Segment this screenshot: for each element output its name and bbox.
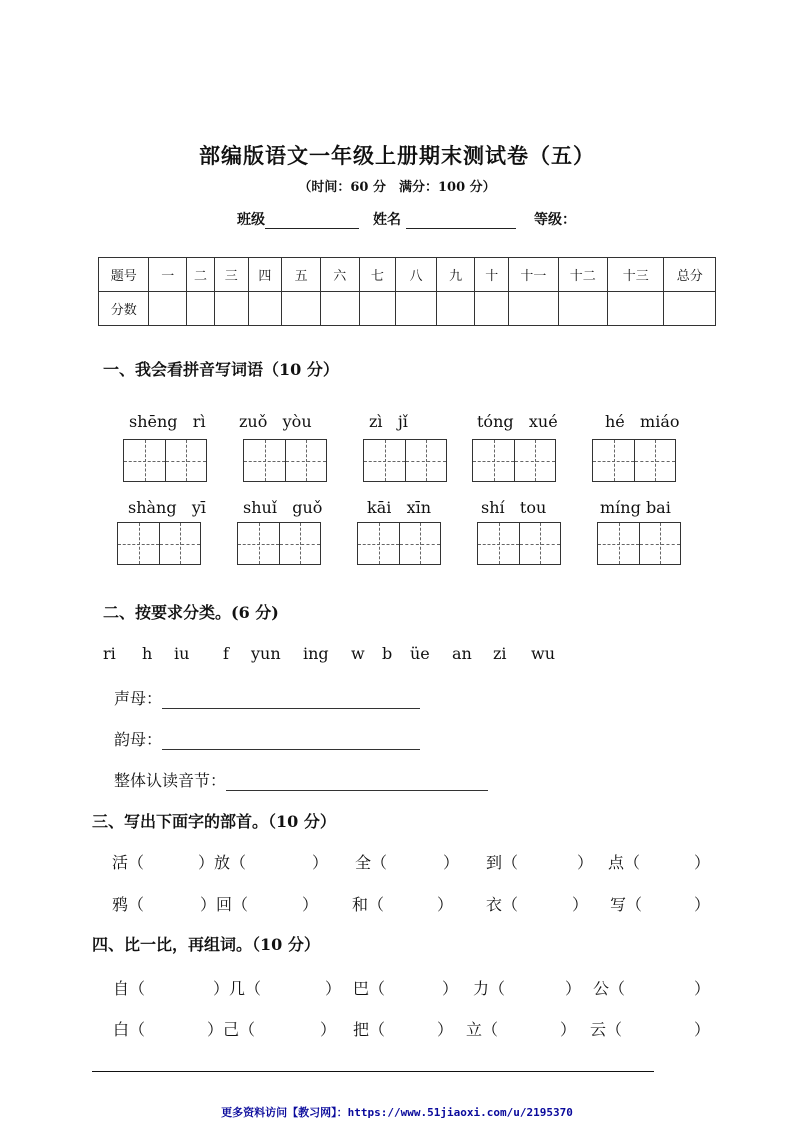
compare-item: ） [442, 979, 459, 998]
writing-grid[interactable] [472, 439, 556, 482]
syllable: w [351, 644, 365, 663]
score-input-cell[interactable] [608, 292, 664, 326]
pinyin-label: shēng rì [129, 412, 206, 431]
table-cell: 五 [282, 258, 321, 292]
pinyin-label: míng bai [600, 498, 671, 517]
compare-item: 白（ [113, 1020, 146, 1039]
compare-item: ）己（ [207, 1020, 256, 1039]
syllable: zi [493, 644, 507, 663]
table-cell: 总分 [664, 258, 716, 292]
compare-item: 云（ [590, 1020, 623, 1039]
pinyin-label: zì jǐ [369, 412, 408, 431]
writing-grid[interactable] [237, 522, 321, 565]
syllable: iu [174, 644, 190, 663]
syllable: wu [531, 644, 555, 663]
compare-item: ） [437, 1020, 454, 1039]
table-cell: 十一 [509, 258, 558, 292]
score-input-cell[interactable] [320, 292, 359, 326]
radical-item: ） [572, 895, 589, 914]
footer-divider [92, 1071, 654, 1072]
footer-link[interactable]: 更多资料访问【教习网】：https://www.51jiaoxi.com/u/2195370 [221, 1106, 573, 1119]
compare-item: ） [560, 1020, 577, 1039]
radical-item: 鸦（ [112, 895, 145, 914]
table-cell: 十三 [608, 258, 664, 292]
radical-item: 活（ [112, 853, 145, 872]
name-label: 姓名 [373, 212, 401, 228]
score-input-cell[interactable] [396, 292, 437, 326]
table-cell: 十 [475, 258, 509, 292]
table-cell: 一 [149, 258, 187, 292]
table-cell: 三 [214, 258, 248, 292]
score-header-row [99, 258, 716, 292]
compare-item: 立（ [466, 1020, 499, 1039]
shengmu-row [114, 686, 420, 709]
page-title: 部编版语文一年级上册期末测试卷（五） [199, 143, 595, 168]
pinyin-label: shuǐ guǒ [243, 498, 323, 517]
compare-item: 巴（ [353, 979, 386, 998]
writing-grid[interactable] [363, 439, 447, 482]
writing-grid[interactable] [477, 522, 561, 565]
pinyin-label: shí tou [481, 498, 547, 517]
yunmu-label: 韵母： [114, 730, 163, 749]
score-input-cell[interactable] [359, 292, 396, 326]
pinyin-label: kāi xīn [367, 498, 432, 517]
syllable: yun [251, 644, 281, 663]
radical-item: ） [694, 895, 711, 914]
radical-item: 写（ [610, 895, 643, 914]
compare-item: 力（ [473, 979, 506, 998]
syllable: b [382, 644, 393, 663]
syllable: ri [103, 644, 116, 663]
zhengti-label: 整体认读音节： [114, 771, 227, 790]
syllable: ing [303, 644, 329, 663]
score-input-cell[interactable] [475, 292, 509, 326]
compare-item: ）几（ [213, 979, 262, 998]
syllable: üe [410, 644, 430, 663]
score-table [98, 257, 716, 326]
radical-item: ） [577, 853, 594, 872]
radical-item: 衣（ [486, 895, 519, 914]
compare-item: 自（ [113, 979, 146, 998]
zhengti-row [114, 768, 488, 791]
yunmu-blank[interactable] [162, 733, 420, 750]
syllable: an [452, 644, 472, 663]
score-input-cell[interactable] [509, 292, 558, 326]
radical-item: ） [312, 853, 329, 872]
radical-item: 和（ [352, 895, 385, 914]
section4-title: 四、比一比，再组词。（10 分） [92, 935, 320, 954]
radical-item: 到（ [486, 853, 519, 872]
writing-grid[interactable] [123, 439, 207, 482]
grade-label: 等级： [534, 212, 576, 228]
syllable: h [142, 644, 153, 663]
score-input-cell[interactable] [248, 292, 282, 326]
class-label: 班级 [237, 212, 265, 228]
syllable: f [223, 644, 229, 663]
compare-item: 把（ [353, 1020, 386, 1039]
yunmu-row [114, 727, 420, 750]
name-field [373, 209, 516, 229]
writing-grid[interactable] [117, 522, 201, 565]
score-input-cell[interactable] [282, 292, 321, 326]
radical-item: ） [443, 853, 460, 872]
score-value-row [99, 292, 716, 326]
score-input-cell[interactable] [436, 292, 475, 326]
table-cell: 七 [359, 258, 396, 292]
compare-item: ） [320, 1020, 337, 1039]
page-subtitle: （时间：60 分 满分：100 分） [298, 180, 496, 195]
table-cell: 八 [396, 258, 437, 292]
compare-item: 公（ [593, 979, 626, 998]
section3-title: 三、写出下面字的部首。（10 分） [92, 812, 336, 831]
section1-title: 一、我会看拼音写词语（10 分） [103, 360, 339, 379]
section2-title: 二、按要求分类。(6 分) [103, 603, 279, 622]
pinyin-label: hé miáo [605, 412, 680, 431]
score-input-cell[interactable] [664, 292, 716, 326]
compare-item: ） [325, 979, 342, 998]
pinyin-label: zuǒ yòu [239, 412, 312, 431]
class-blank[interactable] [265, 214, 359, 229]
pinyin-label: shàng yī [128, 498, 207, 517]
radical-item: ） [437, 895, 454, 914]
shengmu-blank[interactable] [162, 692, 420, 709]
name-blank[interactable] [406, 214, 516, 229]
table-cell: 六 [320, 258, 359, 292]
zhengti-blank[interactable] [226, 774, 488, 791]
score-input-cell[interactable] [187, 292, 215, 326]
radical-item: ） [302, 895, 319, 914]
score-input-cell[interactable] [558, 292, 607, 326]
radical-item: ）放（ [198, 853, 247, 872]
score-input-cell[interactable] [214, 292, 248, 326]
writing-grid[interactable] [243, 439, 327, 482]
table-cell: 九 [436, 258, 475, 292]
score-input-cell[interactable] [149, 292, 187, 326]
shengmu-label: 声母： [114, 689, 163, 708]
radical-item: ）回（ [200, 895, 249, 914]
radical-item: ） [694, 853, 711, 872]
compare-item: ） [694, 1020, 711, 1039]
table-cell: 十二 [558, 258, 607, 292]
class-field [237, 209, 359, 229]
table-cell: 分数 [99, 292, 149, 326]
table-cell: 题号 [99, 258, 149, 292]
table-cell: 四 [248, 258, 282, 292]
radical-item: 全（ [355, 853, 388, 872]
writing-grid[interactable] [357, 522, 441, 565]
compare-item: ） [565, 979, 582, 998]
radical-item: 点（ [608, 853, 641, 872]
pinyin-label: tóng xué [477, 412, 558, 431]
table-cell: 二 [187, 258, 215, 292]
writing-grid[interactable] [592, 439, 676, 482]
compare-item: ） [694, 979, 711, 998]
writing-grid[interactable] [597, 522, 681, 565]
